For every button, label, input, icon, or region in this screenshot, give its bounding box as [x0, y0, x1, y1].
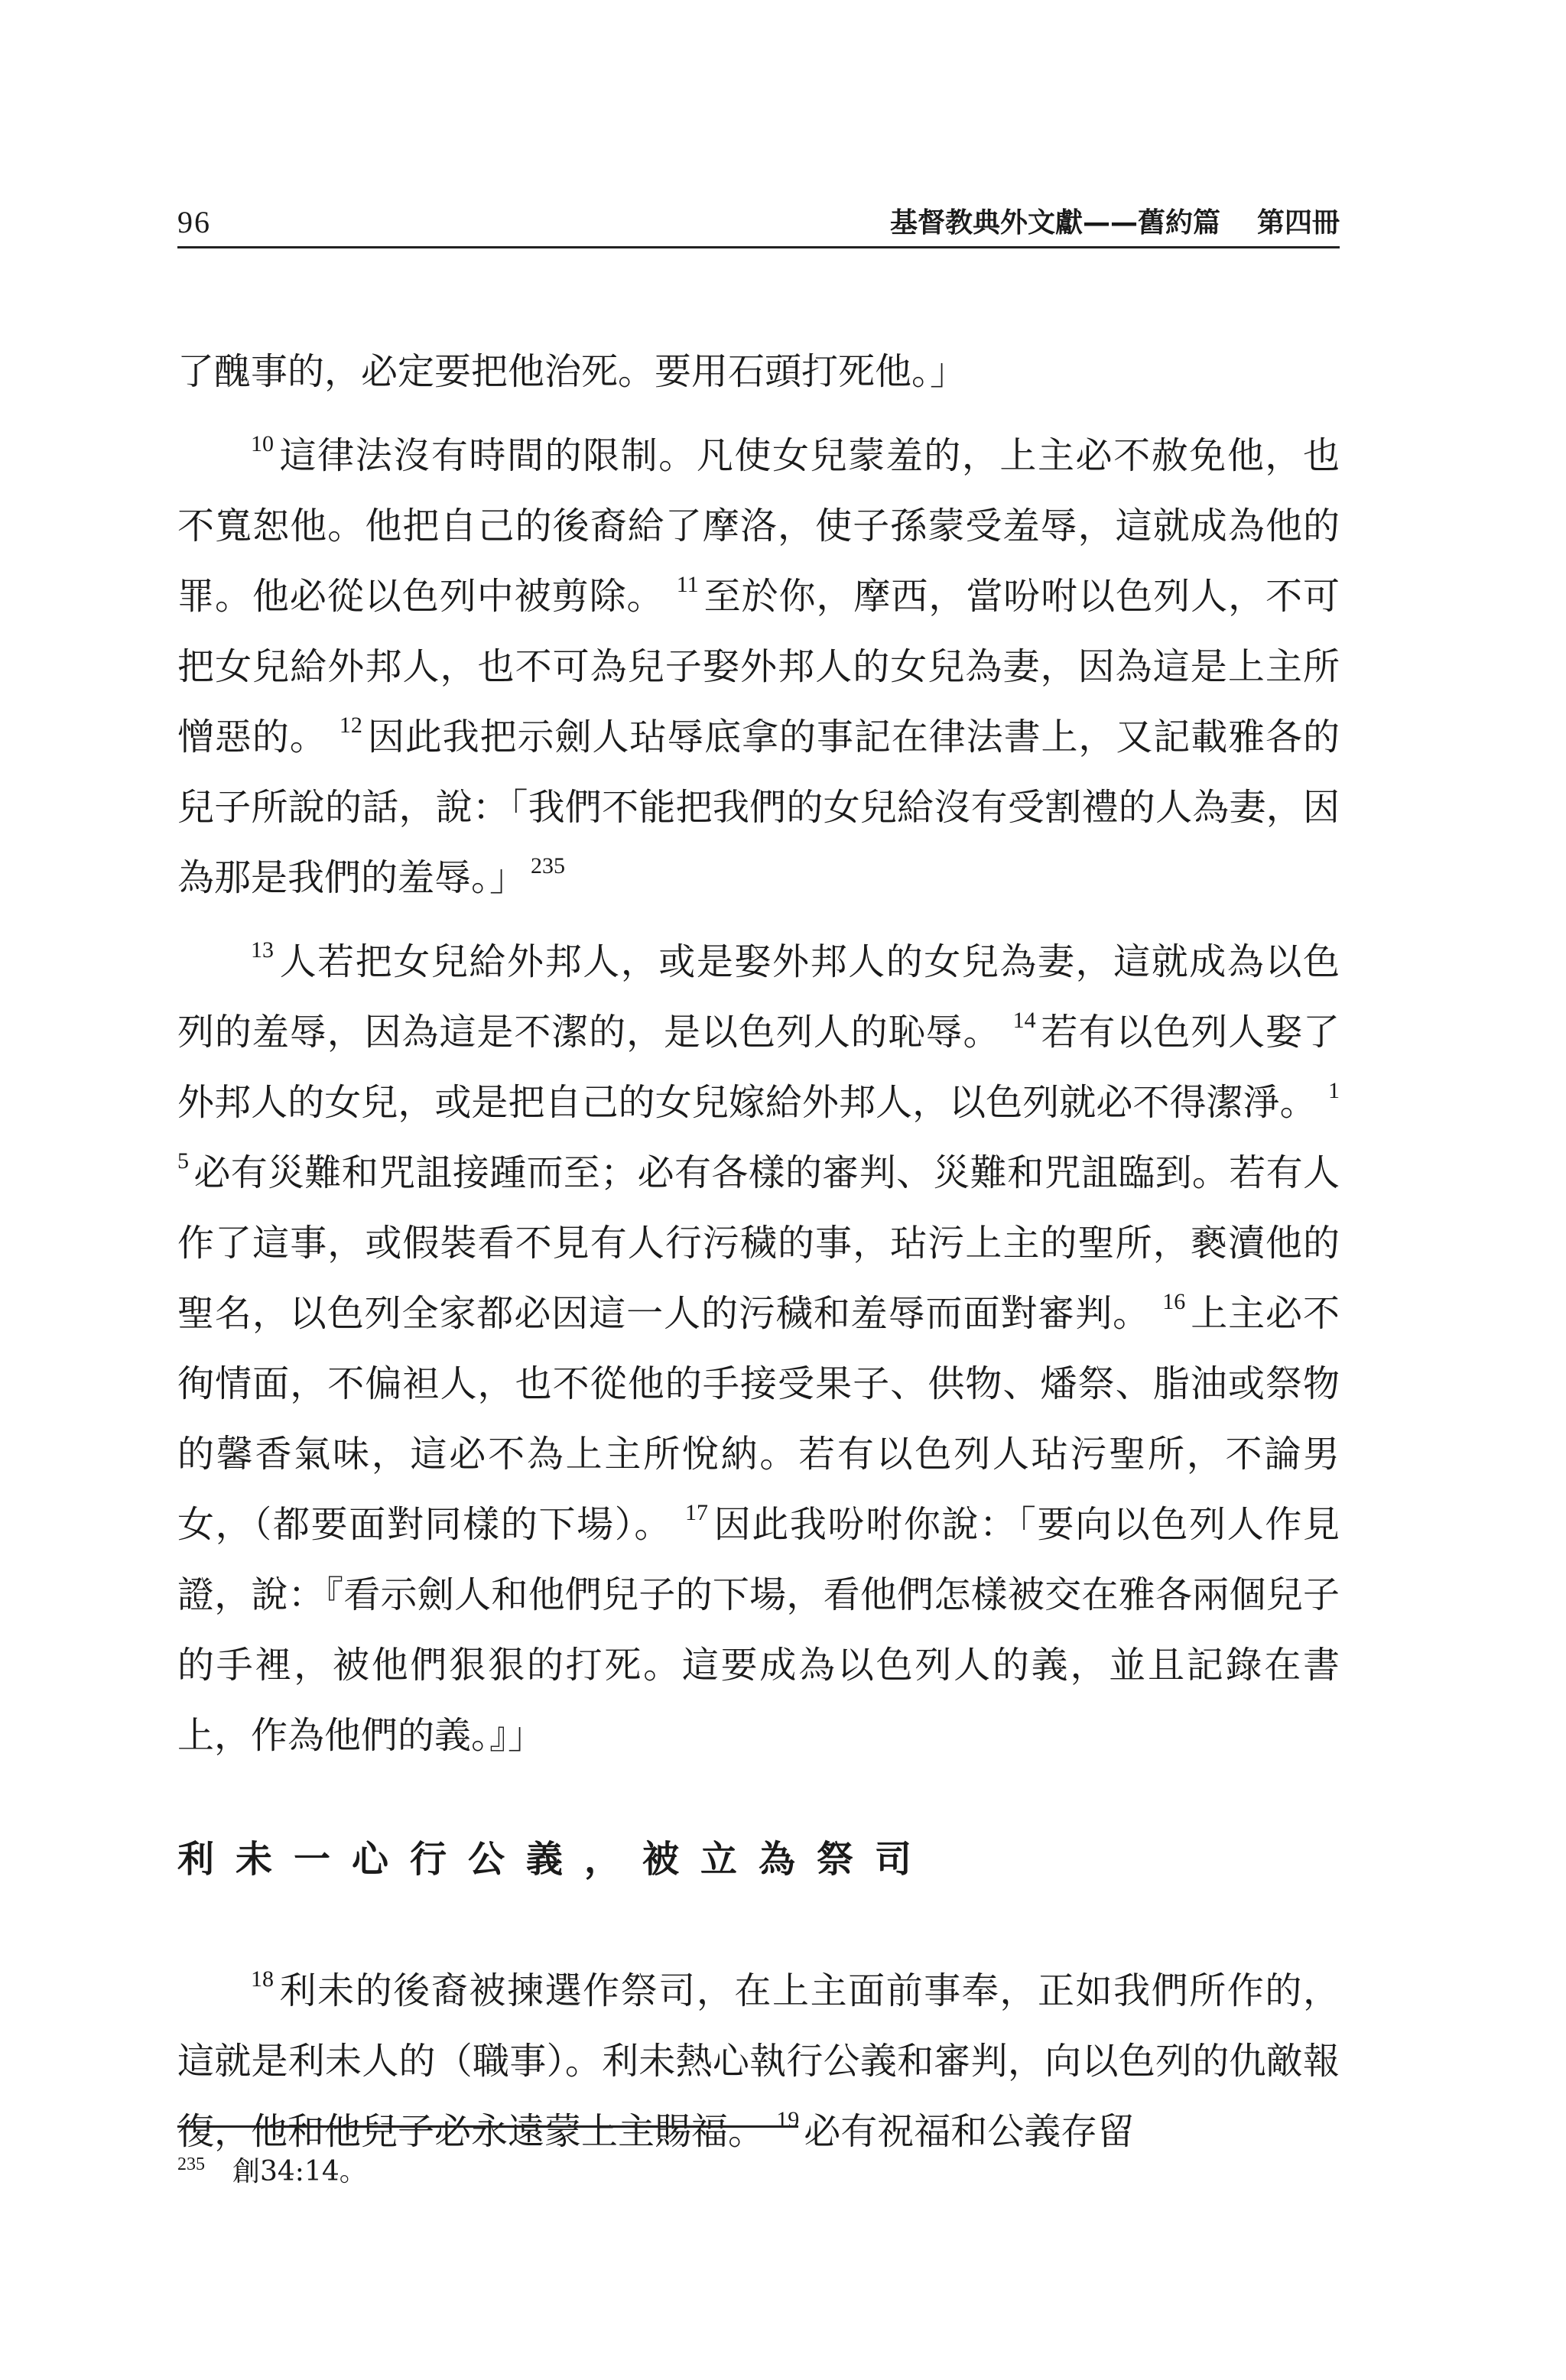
- page-header: [177, 193, 1340, 248]
- verse-number: 15: [177, 1078, 1340, 1174]
- verse-text: 人若把女兒給外邦人，或是娶外邦人的女兒為妻，這就成為以色列的羞辱，因為這是不潔的，是以色列人的恥辱。: [177, 940, 1340, 1054]
- volume-label: 第四冊: [1256, 207, 1340, 239]
- verse-number: 14: [1012, 1008, 1036, 1033]
- paragraph: [177, 1956, 1340, 2167]
- verse-number: 10: [251, 431, 274, 456]
- footnote-text: 創34:14。: [232, 2156, 367, 2187]
- verse-text: 必有災難和咒詛接踵而至；必有各樣的審判、災難和咒詛臨到。若有人作了這事，或假裝看不見有人行污穢的事，玷污上主的聖所，褻瀆他的聖名，以色列全家都必因這一人的污穢和羞辱而面對審判。: [177, 1151, 1340, 1335]
- paragraph: [177, 420, 1340, 913]
- verse-number: 19: [776, 2107, 800, 2132]
- running-head: [890, 201, 1340, 240]
- footnote: [177, 2145, 367, 2191]
- verse-text: 必有祝福和公義存留: [804, 2110, 1135, 2153]
- verse-text: 這律法沒有時間的限制。凡使女兒蒙羞的，上主必不赦免他，也不寬恕他。他把自己的後裔給了摩洛，使子孫蒙受羞辱，這就成為他的罪。他必從以色列中被剪除。: [177, 434, 1340, 618]
- verse-number: 18: [251, 1966, 274, 1992]
- footnote-reference: 235: [531, 853, 566, 878]
- verse-number: 12: [339, 713, 362, 738]
- verse-text: 因此我吩咐你說：「要向以色列人作見證，說：『看示劍人和他們兒子的下場，看他們怎樣被交在雅各兩個兒子的手裡，被他們狠狠的打死。這要成為以色列人的義，並且記錄在書上，作為他們的義。』」: [177, 1503, 1340, 1757]
- verse-number: 16: [1162, 1289, 1186, 1314]
- body-text: [177, 336, 1340, 2167]
- section-heading: 利未一心行公義，被立為祭司: [177, 1838, 934, 1881]
- verse-text: 利未的後裔被揀選作祭司，在上主面前事奉，正如我們所作的，這就是利未人的（職事）。利未熱心執行公義和審判，向以色列的仇敵報復，他和他兒子必永遠蒙上主賜福。: [177, 1969, 1340, 2153]
- paragraph: [177, 336, 1340, 407]
- verse-text: 因此我把示劍人玷辱底拿的事記在律法書上，又記載雅各的兒子所說的話，說：「我們不能把我們的女兒給沒有受割禮的人為妻，因為那是我們的羞辱。」: [177, 716, 1340, 899]
- verse-number: 17: [684, 1500, 708, 1525]
- book-title: 基督教典外文獻——舊約篇: [889, 207, 1220, 239]
- footnote-divider: [177, 2125, 798, 2128]
- paragraph: [177, 927, 1340, 1771]
- page-number: 96: [177, 205, 211, 239]
- verse-text: 了醜事的，必定要把他治死。要用石頭打死他。」: [177, 350, 967, 393]
- verse-number: 11: [676, 572, 699, 597]
- footnote-number: 235: [177, 2154, 205, 2174]
- verse-number: 13: [251, 937, 274, 963]
- verse-text: 至於你，摩西，當吩咐以色列人，不可把女兒給外邦人，也不可為兒子娶外邦人的女兒為妻，因為這是上主所憎惡的。: [177, 575, 1340, 758]
- verse-text: 上主必不徇情面，不偏袒人，也不從他的手接受果子、供物、燔祭、脂油或祭物的馨香氣味，這必不為上主所悅納。若有以色列人玷污聖所，不論男女，（都要面對同樣的下場）。: [177, 1292, 1340, 1546]
- verse-text: 若有以色列人娶了外邦人的女兒，或是把自己的女兒嫁給外邦人，以色列就必不得潔淨。: [177, 1011, 1340, 1124]
